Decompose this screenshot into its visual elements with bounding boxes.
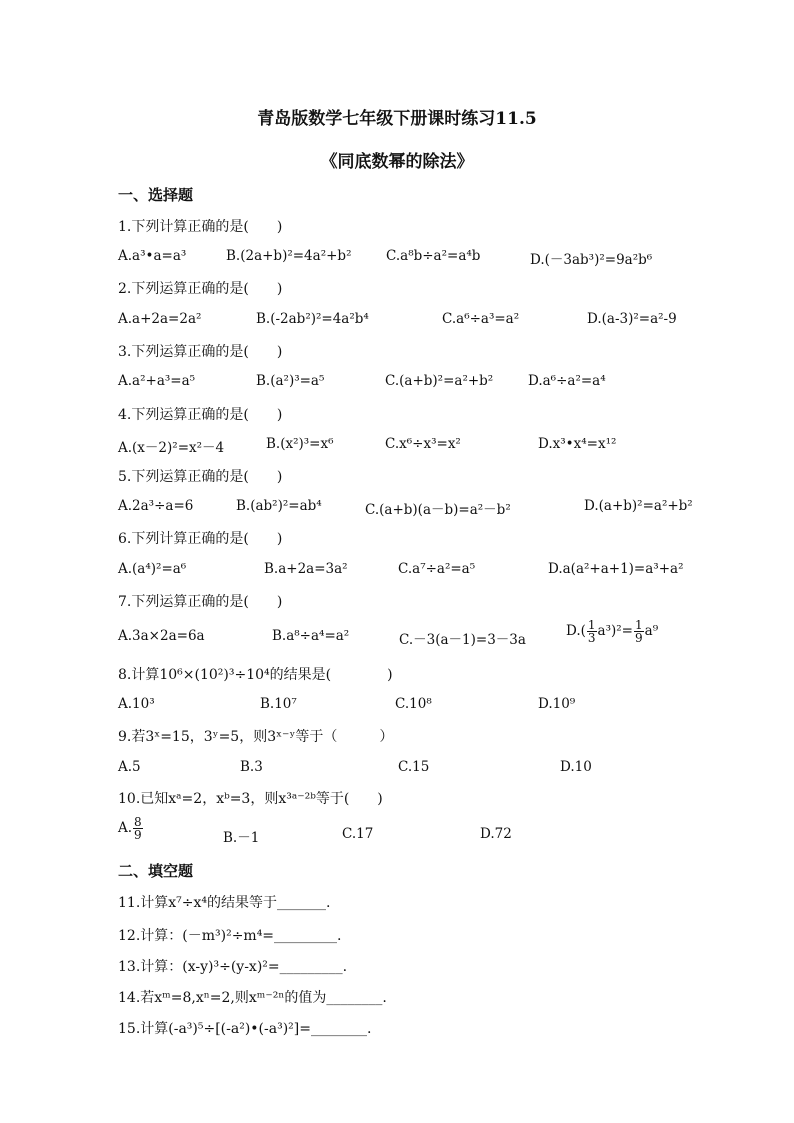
q8-option-d: D.10⁹ [538, 696, 576, 712]
q7-option-a: A.3a×2a=6a [118, 628, 205, 644]
q10-option-a: A. $\frac{8}{9}$ [118, 815, 142, 842]
q1-option-b: B.(2a+b)²=4a²+b² [226, 248, 352, 264]
q6-option-b: B.a+2a=3a² [264, 561, 348, 577]
title-line-1: 青岛版数学七年级下册课时练习11.5 [257, 109, 537, 129]
q10-option-d: D.72 [480, 826, 512, 842]
q10-option-c: C.17 [342, 826, 374, 842]
question-10: 10.已知xᵃ=2，xᵇ=3，则x³ᵃ⁻²ᵇ等于( ) [118, 791, 383, 807]
q4-option-d: D.x³•x⁴=x¹² [538, 436, 617, 452]
q2-option-b: B.(-2ab²)²=4a²b⁴ [256, 311, 369, 327]
q7-option-b: B.a⁸÷a⁴=a² [272, 628, 350, 644]
q9-option-c: C.15 [398, 759, 430, 775]
q3-option-a: A.a²+a³=a⁵ [118, 373, 196, 389]
q4-option-a: A.(x－2)²=x²－4 [118, 440, 225, 456]
section-heading-fill-in: 二、填空题 [118, 862, 194, 880]
section-heading-choice: 一、选择题 [118, 186, 194, 204]
q8-option-c: C.10⁸ [395, 696, 432, 712]
q5-option-b: B.(ab²)²=ab⁴ [236, 498, 322, 514]
question-6: 6.下列计算正确的是( ) [118, 531, 283, 547]
q2-option-d: D.(a-3)²=a²-9 [587, 311, 677, 327]
question-1: 1.下列计算正确的是( ) [118, 219, 283, 235]
q2-option-a: A.a+2a=2a² [118, 311, 202, 327]
q4-option-c: C.x⁶÷x³=x² [385, 436, 461, 452]
question-7: 7.下列运算正确的是( ) [118, 594, 283, 610]
q1-option-c: C.a⁸b÷a²=a⁴b [386, 248, 481, 264]
q10-fraction-eight-ninths: $\frac{8}{9}$ [134, 815, 142, 842]
q6-option-c: C.a⁷÷a²=a⁵ [398, 561, 476, 577]
q6-option-a: A.(a⁴)²=a⁶ [118, 561, 187, 577]
question-15: 15.计算(-a³)⁵÷[(-a²)•(-a³)²]=________. [118, 1021, 372, 1037]
q1-option-a: A.a³•a=a³ [118, 248, 187, 264]
q5-option-a: A.2a³÷a=6 [118, 498, 194, 514]
q2-option-c: C.a⁶÷a³=a² [442, 311, 520, 327]
q9-option-b: B.3 [240, 759, 263, 775]
question-11: 11.计算x⁷÷x⁴的结果等于_______. [118, 895, 331, 911]
q8-option-a: A.10³ [118, 696, 155, 712]
q7-fraction-one-third: $\frac{1}{3}$ [587, 618, 596, 645]
question-13: 13.计算：(x-y)³÷(y-x)²=_________. [118, 959, 348, 975]
q9-option-a: A.5 [118, 759, 141, 775]
question-14: 14.若xᵐ=8,xⁿ=2,则xᵐ⁻²ⁿ的值为________. [118, 990, 387, 1006]
q3-option-d: D.a⁶÷a²=a⁴ [528, 373, 606, 389]
q7-option-d: D.( $\frac{1}{3}$ a³)²= $\frac{1}{9}$ a⁹ [566, 618, 659, 645]
q7-fraction-one-ninth: $\frac{1}{9}$ [635, 618, 643, 645]
question-4: 4.下列运算正确的是( ) [118, 407, 283, 423]
question-2: 2.下列运算正确的是( ) [118, 281, 283, 297]
question-9: 9.若3ˣ=15，3ʸ=5，则3ˣ⁻ʸ等于（ ） [118, 729, 394, 745]
q5-option-d: D.(a+b)²=a²+b² [584, 498, 693, 514]
q3-option-c: C.(a+b)²=a²+b² [385, 373, 494, 389]
q3-option-b: B.(a²)³=a⁵ [256, 373, 325, 389]
question-8: 8.计算10⁶×(10²)³÷10⁴的结果是( ) [118, 667, 393, 683]
question-5: 5.下列运算正确的是( ) [118, 469, 283, 485]
q4-option-b: B.(x²)³=x⁶ [266, 436, 334, 452]
question-12: 12.计算：(－m³)²÷m⁴=_________. [118, 928, 342, 944]
q1-option-d: D.(－3ab³)²=9a²b⁶ [530, 252, 653, 268]
q6-option-d: D.a(a²+a+1)=a³+a² [548, 561, 684, 577]
title-line-2: 《同底数幂的除法》 [320, 152, 474, 172]
q5-option-c: C.(a+b)(a－b)=a²－b² [365, 502, 511, 518]
q10-option-b: B.－1 [223, 830, 260, 846]
question-3: 3.下列运算正确的是( ) [118, 344, 283, 360]
q8-option-b: B.10⁷ [260, 696, 297, 712]
q9-option-d: D.10 [560, 759, 592, 775]
q7-option-c: C.－3(a－1)=3－3a [399, 632, 526, 648]
